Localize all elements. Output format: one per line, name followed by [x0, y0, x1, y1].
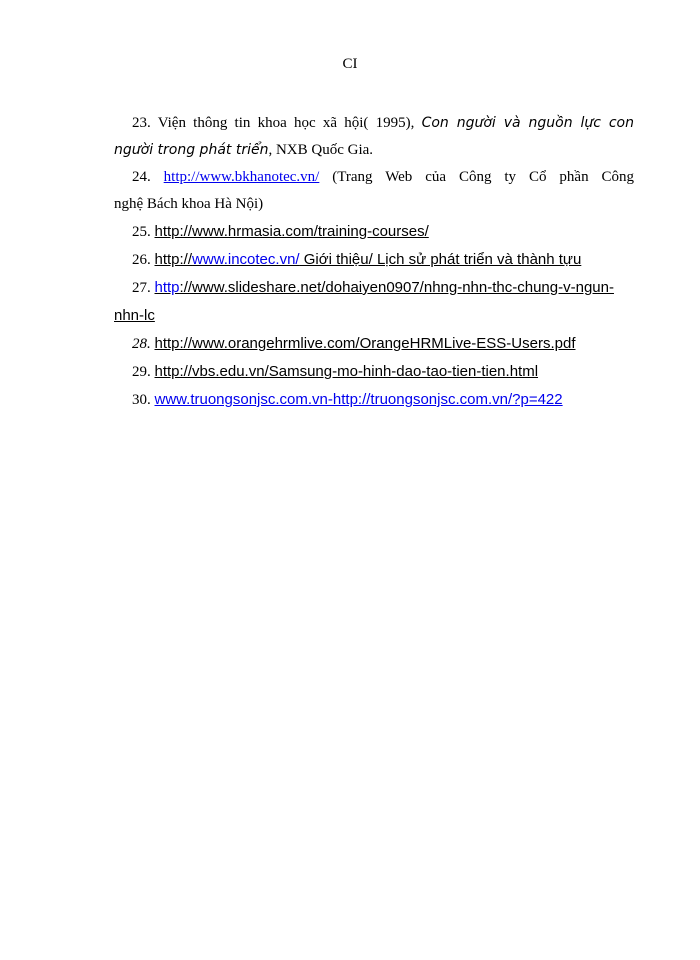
reference-publisher: , NXB Quốc Gia. [268, 142, 374, 158]
reference-item-28 [114, 330, 634, 358]
reference-link-prefix: http:// [154, 251, 193, 268]
reference-item-24 [114, 164, 634, 191]
reference-link[interactable]: http://www.hrmasia.com/training-courses/ [154, 223, 429, 240]
reference-item-30 [114, 386, 634, 414]
reference-list [114, 110, 634, 414]
reference-description: Giới thiệu/ Lịch sử phát triển và thành tựu [299, 251, 582, 268]
reference-item-27 [114, 274, 634, 302]
reference-link[interactable]: www.truongsonjsc.com.vn-http://truongsonjsc.com.vn/?p=422 [154, 391, 563, 408]
reference-item-29 [114, 358, 634, 386]
reference-link[interactable]: http://vbs.edu.vn/Samsung-mo-hinh-dao-tao-tien-tien.html [154, 363, 539, 380]
reference-link[interactable]: http [154, 279, 180, 296]
reference-link-rest[interactable]: ://www.slideshare.net/dohaiyen0907/nhng-nhn-thc-chung-v-ngun- [179, 279, 614, 296]
reference-number: 30. [132, 392, 151, 408]
page-number: CI [342, 56, 358, 72]
reference-item-26 [114, 246, 634, 274]
reference-number: 23. [132, 115, 151, 131]
reference-link[interactable]: http://www.orangehrmlive.com/OrangeHRMLive-ESS-Users.pdf [154, 335, 576, 352]
reference-number: 27. [132, 280, 151, 296]
reference-link[interactable]: www.incotec.vn/ [192, 251, 300, 268]
reference-title-cont: người trong phát triển [114, 142, 269, 158]
reference-number: 26. [132, 252, 151, 268]
reference-link-rest-cont[interactable]: nhn-lc [114, 307, 155, 324]
reference-description: (Trang Web của Công ty Cổ phần Công [332, 169, 634, 185]
reference-number: 25. [132, 224, 151, 240]
reference-number: 29. [132, 364, 151, 380]
reference-text: Viện thông tin khoa học xã hội( 1995), [157, 115, 422, 131]
reference-item-23 [114, 110, 634, 137]
reference-title: Con người và nguồn lực con [421, 115, 634, 131]
reference-item-24-cont [114, 191, 634, 218]
reference-description-cont: nghệ Bách khoa Hà Nội) [114, 196, 264, 212]
reference-item-27-cont [114, 302, 634, 330]
reference-link[interactable]: http://www.bkhanotec.vn/ [163, 169, 320, 185]
reference-item-23-cont [114, 137, 634, 164]
reference-item-25 [114, 218, 634, 246]
reference-number: 24. [132, 169, 151, 185]
reference-number: 28. [132, 336, 151, 352]
